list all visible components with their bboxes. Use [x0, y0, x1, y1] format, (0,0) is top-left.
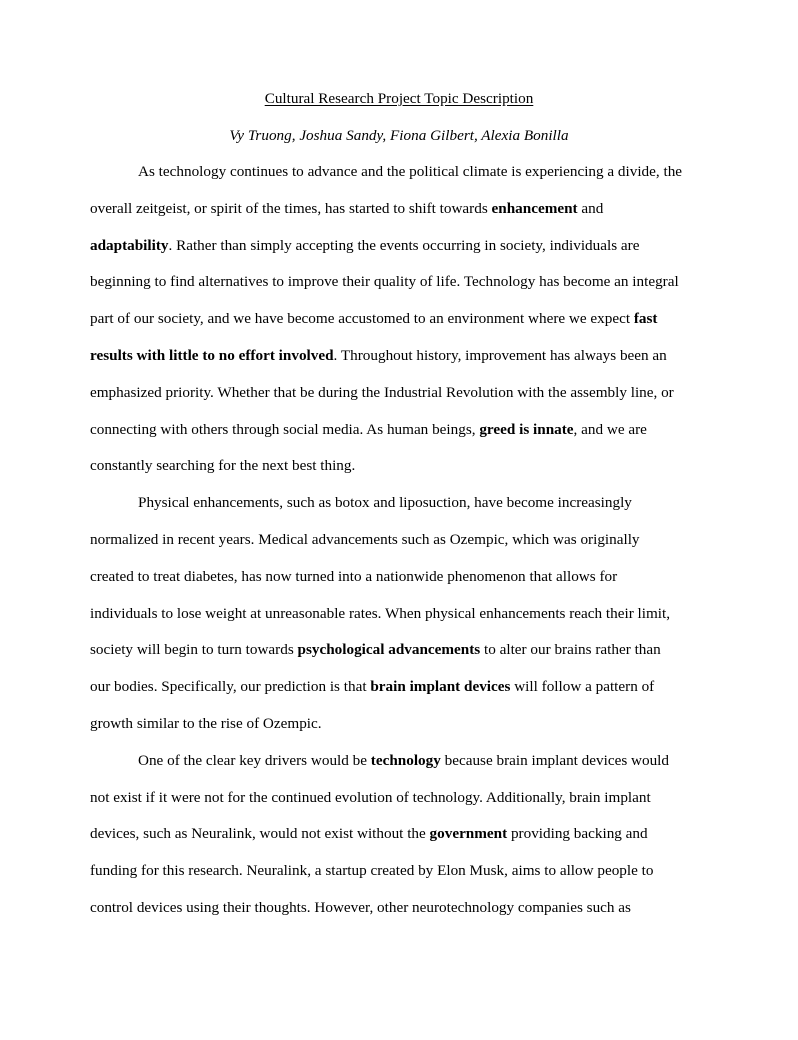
- emphasis-text: greed is innate: [479, 420, 574, 438]
- text-line: created to treat diabetes, has now turned into a nationwide phenomenon that allows for: [90, 567, 618, 585]
- emphasis-text: fast: [633, 310, 658, 328]
- emphasis-text: enhancement: [491, 199, 578, 217]
- emphasis-text: government: [429, 825, 508, 843]
- emphasis-text: adaptability: [90, 236, 169, 254]
- text-line: not exist if it were not for the continued evolution of technology. Additionally, brain implant: [90, 788, 651, 806]
- author-list: Vy Truong, Joshua Sandy, Fiona Gilbert, Alexia Bonilla: [229, 127, 569, 144]
- text-line: growth similar to the rise of Ozempic.: [90, 714, 322, 732]
- text-line: overall zeitgeist, or spirit of the times, has started to shift towards enhancement and: [90, 199, 604, 217]
- paragraph-1: [90, 161, 730, 492]
- text-line: As technology continues to advance and the political climate is experiencing a divide, the: [138, 163, 683, 180]
- text-line: part of our society, and we have become accustomed to an environment where we expect fast: [90, 310, 658, 328]
- text-line: emphasized priority. Whether that be during the Industrial Revolution with the assembly line, or: [90, 383, 674, 401]
- text-line: funding for this research. Neuralink, a startup created by Elon Musk, aims to allow people to: [90, 862, 654, 880]
- text-line: beginning to find alternatives to improve their quality of life. Technology has become an integral: [90, 273, 679, 291]
- document-title: Cultural Research Project Topic Description: [264, 90, 534, 107]
- text-line: connecting with others through social media. As human beings, greed is innate, and we are: [90, 420, 647, 438]
- text-line: control devices using their thoughts. However, other neurotechnology companies such as: [90, 898, 631, 916]
- text-line: Physical enhancements, such as botox and liposuction, have become increasingly: [138, 494, 632, 512]
- text-line: normalized in recent years. Medical advancements such as Ozempic, which was originally: [90, 530, 640, 548]
- text-line: our bodies. Specifically, our prediction is that brain implant devices will follow a pattern of: [90, 678, 655, 696]
- emphasis-text: technology: [370, 751, 441, 769]
- document-body: [90, 161, 730, 934]
- text-line: adaptability. Rather than simply accepting the events occurring in society, individuals are: [90, 236, 640, 254]
- text-line: society will begin to turn towards psychological advancements to alter our brains rather than: [90, 641, 661, 659]
- text-line: individuals to lose weight at unreasonable rates. When physical enhancements reach their limit,: [90, 604, 671, 622]
- emphasis-text: results with little to no effort involved: [90, 346, 334, 364]
- emphasis-text: brain implant devices: [370, 678, 511, 696]
- text-line: One of the clear key drivers would be technology because brain implant devices would: [138, 751, 669, 769]
- text-line: constantly searching for the next best thing.: [90, 457, 356, 475]
- text-line: devices, such as Neuralink, would not exist without the government providing backing and: [90, 825, 648, 843]
- paragraph-2: [90, 492, 730, 750]
- text-line: results with little to no effort involved. Throughout history, improvement has always been an: [90, 346, 667, 364]
- paragraph-3: [90, 750, 730, 934]
- emphasis-text: psychological advancements: [297, 641, 481, 659]
